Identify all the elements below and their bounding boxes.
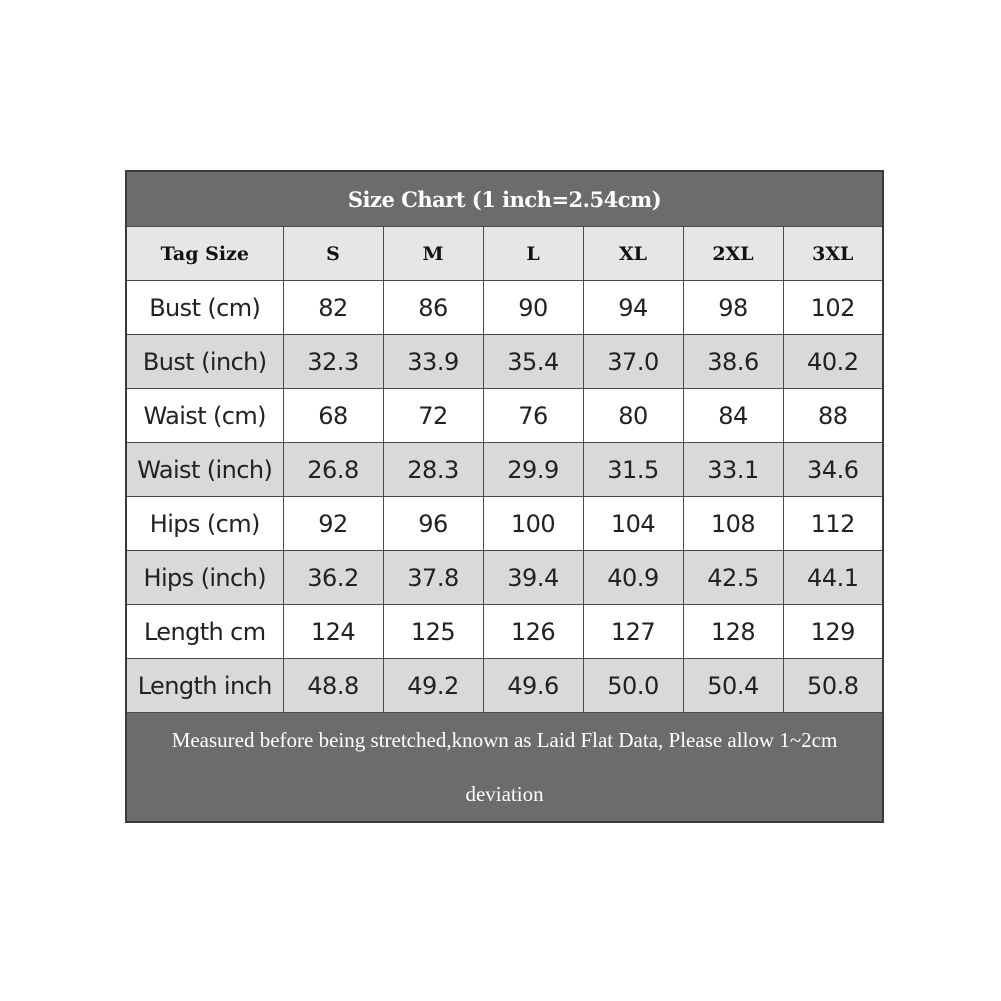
table-cell: 128 (683, 605, 783, 659)
table-cell: 102 (783, 281, 883, 335)
table-cell: 28.3 (383, 443, 483, 497)
table-cell: 40.9 (583, 551, 683, 605)
size-header-2xl: 2XL (683, 227, 783, 281)
table-cell: 125 (383, 605, 483, 659)
table-cell: 90 (483, 281, 583, 335)
table-cell: 32.3 (283, 335, 383, 389)
measurement-note: Measured before being stretched,known as Laid Flat Data, Please allow 1~2cm deviation (126, 713, 883, 823)
table-row (126, 335, 883, 389)
table-cell: 34.6 (783, 443, 883, 497)
row-label: Length inch (126, 659, 283, 713)
table-cell: 112 (783, 497, 883, 551)
title-row (126, 171, 883, 227)
table-cell: 48.8 (283, 659, 383, 713)
table-cell: 68 (283, 389, 383, 443)
table-cell: 84 (683, 389, 783, 443)
table-cell: 33.1 (683, 443, 783, 497)
table-cell: 72 (383, 389, 483, 443)
row-label: Hips (cm) (126, 497, 283, 551)
table-cell: 35.4 (483, 335, 583, 389)
table-cell: 76 (483, 389, 583, 443)
table-cell: 108 (683, 497, 783, 551)
size-header-s: S (283, 227, 383, 281)
row-label: Bust (cm) (126, 281, 283, 335)
table-cell: 96 (383, 497, 483, 551)
table-row (126, 281, 883, 335)
table-cell: 31.5 (583, 443, 683, 497)
table-cell: 38.6 (683, 335, 783, 389)
table-cell: 100 (483, 497, 583, 551)
table-cell: 36.2 (283, 551, 383, 605)
table-cell: 49.2 (383, 659, 483, 713)
table-cell: 39.4 (483, 551, 583, 605)
table-cell: 40.2 (783, 335, 883, 389)
table-cell: 126 (483, 605, 583, 659)
table-row (126, 551, 883, 605)
row-label: Waist (cm) (126, 389, 283, 443)
table-cell: 33.9 (383, 335, 483, 389)
table-cell: 86 (383, 281, 483, 335)
row-label: Bust (inch) (126, 335, 283, 389)
table-cell: 26.8 (283, 443, 383, 497)
table-cell: 50.8 (783, 659, 883, 713)
footer-row (126, 713, 883, 823)
tag-size-header: Tag Size (126, 227, 283, 281)
table-cell: 82 (283, 281, 383, 335)
table-cell: 29.9 (483, 443, 583, 497)
table-row (126, 389, 883, 443)
table-cell: 129 (783, 605, 883, 659)
table-cell: 88 (783, 389, 883, 443)
table-cell: 50.4 (683, 659, 783, 713)
table-cell: 42.5 (683, 551, 783, 605)
chart-title: Size Chart (1 inch=2.54cm) (126, 171, 883, 227)
table-row (126, 497, 883, 551)
row-label: Hips (inch) (126, 551, 283, 605)
size-header-xl: XL (583, 227, 683, 281)
table-row (126, 659, 883, 713)
header-row (126, 227, 883, 281)
table-cell: 44.1 (783, 551, 883, 605)
row-label: Waist (inch) (126, 443, 283, 497)
table-cell: 127 (583, 605, 683, 659)
size-header-3xl: 3XL (783, 227, 883, 281)
table-cell: 92 (283, 497, 383, 551)
table-cell: 124 (283, 605, 383, 659)
table-cell: 104 (583, 497, 683, 551)
table-cell: 80 (583, 389, 683, 443)
table-cell: 49.6 (483, 659, 583, 713)
size-chart-table (125, 170, 884, 823)
size-header-l: L (483, 227, 583, 281)
table-row (126, 443, 883, 497)
table-cell: 37.8 (383, 551, 483, 605)
table-cell: 50.0 (583, 659, 683, 713)
table-cell: 94 (583, 281, 683, 335)
row-label: Length cm (126, 605, 283, 659)
size-header-m: M (383, 227, 483, 281)
table-row (126, 605, 883, 659)
table-cell: 37.0 (583, 335, 683, 389)
table-cell: 98 (683, 281, 783, 335)
